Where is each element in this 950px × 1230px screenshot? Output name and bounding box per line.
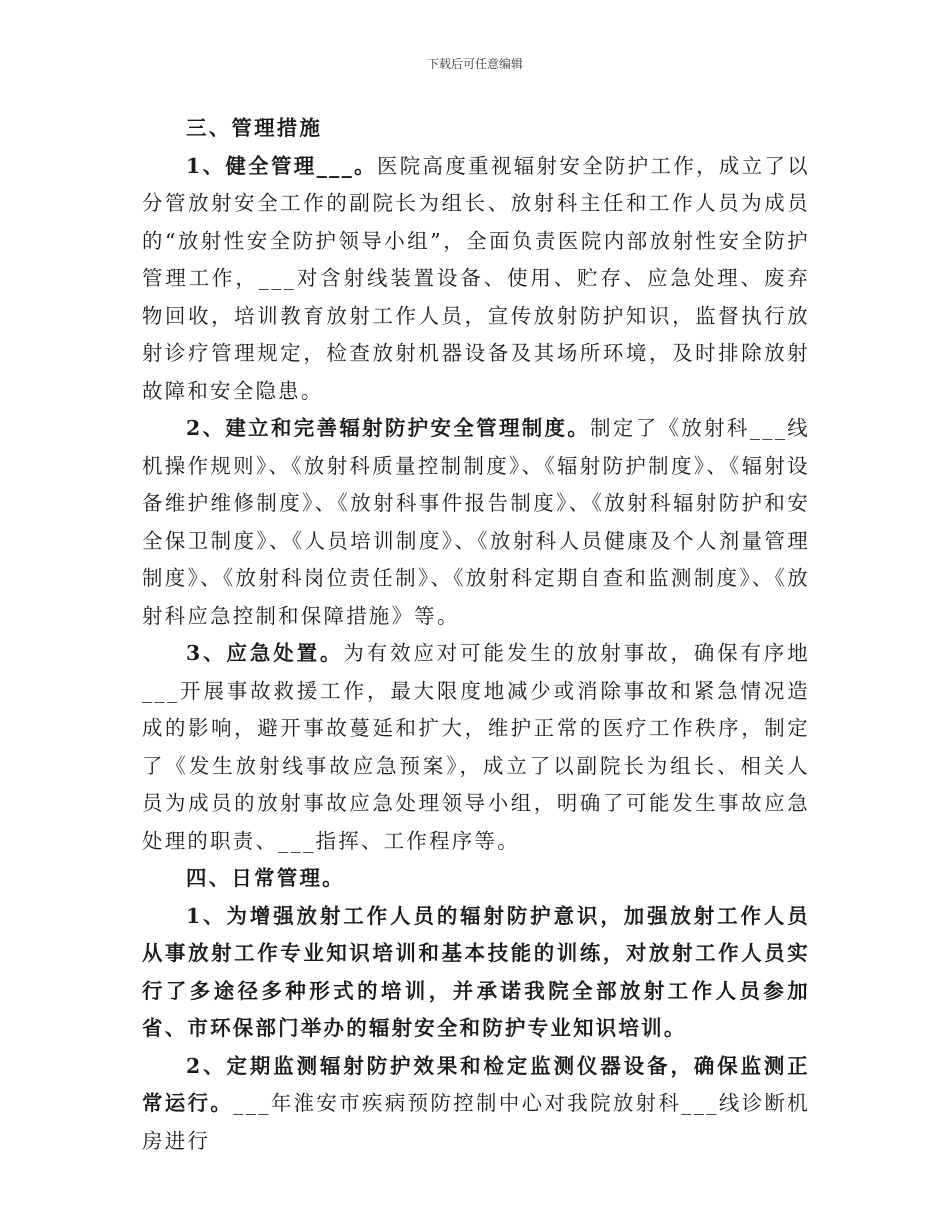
paragraph-monitoring <box>142 1048 810 1161</box>
page-header-watermark: 下载后可任意编辑 <box>426 57 523 71</box>
paragraph-text: 制定了《放射科___线机操作规则》、《放射科质量控制制度》、《辐射防护制度》、《辐射设备维护维修制度》、《放射科事件报告制度》、《放射科辐射防护和安全保卫制度》、《人员培训制度》、《放射科人员健康及个人剂量管理制度》、《放射科岗位责任制》、《放射科定期自查和监测制度》、《放射科应急控制和保障措施》等。 <box>142 416 810 628</box>
section-heading-daily-management: 四、日常管理。 <box>186 866 345 890</box>
document-body <box>142 110 810 1160</box>
section-heading-management-measures: 三、管理措施 <box>186 116 323 140</box>
paragraph-training <box>142 898 810 1048</box>
paragraph-management-system <box>142 410 810 635</box>
paragraph-emergency-response <box>142 635 810 860</box>
paragraph-text: ___年淮安市疾病预防控制中心对我院放射科___线诊断机房进行 <box>142 1091 810 1153</box>
paragraph-sound-management <box>142 148 810 411</box>
paragraph-lead: 1、健全管理___。 <box>186 153 377 178</box>
paragraph-lead: 2、建立和完善辐射防护安全管理制度。 <box>186 416 591 440</box>
paragraph-text: 为有效应对可能发生的放射事故，确保有序地___开展事故救援工作，最大限度地减少或消除事故和紧急情况造成的影响，避开事故蔓延和扩大，维护正常的医疗工作秩序，制定了《发生放射线事故应急预案》，成立了以副院长为组长、相关人员为成员的放射事故应急处理领导小组，明确了可能发生事故应急处理的职责、___指挥、工作程序等。 <box>142 641 810 853</box>
paragraph-lead: 3、应急处置。 <box>186 641 344 665</box>
paragraph-lead: 1、为增强放射工作人员的辐射防护意识，加强放射工作人员从事放射工作专业知识培训和基本技能的训练，对放射工作人员实行了多途径多种形式的培训，并承诺我院全部放射工作人员参加省、市环保部门举办的辐射安全和防护专业知识培训。 <box>142 903 810 1040</box>
paragraph-text: 医院高度重视辐射安全防护工作，成立了以分管放射安全工作的副院长为组长、放射科主任和工作人员为成员的“放射性安全防护领导小组”，全面负责医院内部放射性安全防护管理工作，___对含射线装置设备、使用、贮存、应急处理、废弃物回收，培训教育放射工作人员，宣传放射防护知识，监督执行放射诊疗管理规定，检查放射机器设备及其场所环境，及时排除放射故障和安全隐患。 <box>142 153 810 403</box>
paragraph-lead: 2、定期监测辐射防护效果和检定监测仪器设备，确保监测正常运行。 <box>142 1053 810 1115</box>
